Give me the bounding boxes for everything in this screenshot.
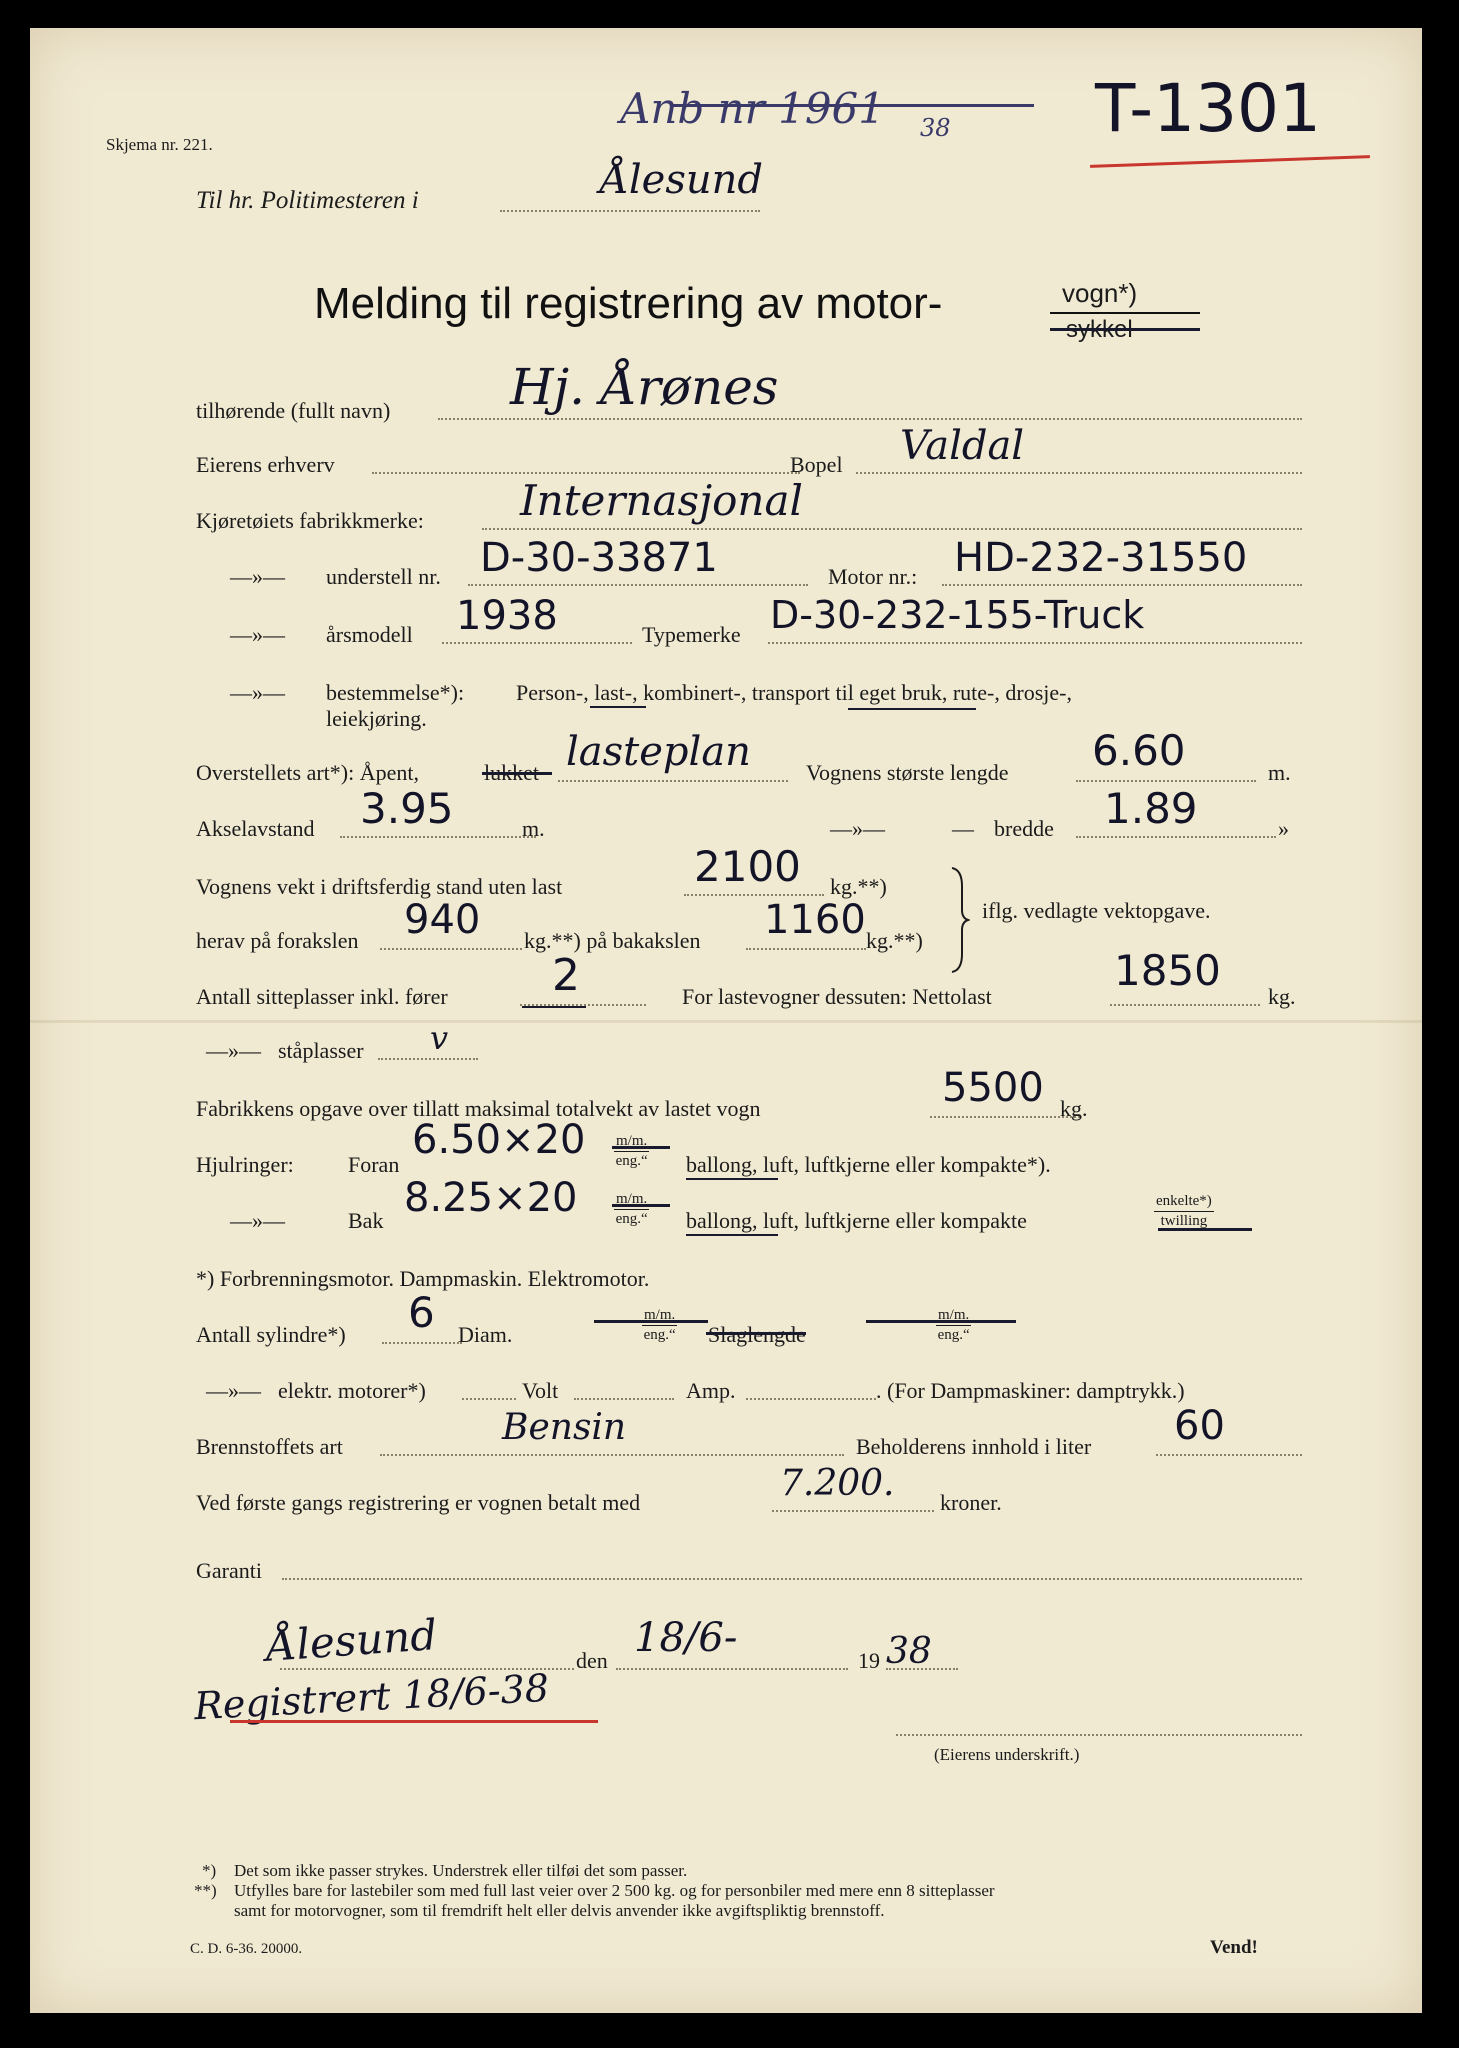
make-value: Internasjonal — [520, 476, 803, 525]
seats-value: 2 — [552, 950, 580, 1001]
tire-unit-strike — [612, 1146, 670, 1149]
vehicle-type: vogn*) — [1062, 278, 1138, 308]
print-code: C. D. 6-36. 20000. — [190, 1941, 303, 1957]
owner-name-line — [438, 418, 1302, 420]
year-value: 1938 — [456, 593, 558, 639]
per-weight-certificate: iflg. vedlagte vektopgave. — [982, 898, 1211, 923]
date-value: 18/6- — [634, 1615, 738, 1661]
width-value: 1.89 — [1104, 784, 1198, 833]
chassis-line — [468, 584, 808, 586]
fuel-value: Bensin — [502, 1407, 627, 1448]
price-line — [772, 1510, 934, 1512]
standing-line — [378, 1058, 478, 1060]
ditto-mark: —»— — [830, 816, 885, 841]
owner-signature-label: (Eierens underskrift.) — [934, 1745, 1080, 1764]
rear-axle-value: 1160 — [764, 897, 866, 943]
stroke-label: Slaglengde — [708, 1322, 806, 1347]
length-line — [1076, 780, 1256, 782]
weight-line — [684, 894, 824, 896]
addressee-label: Til hr. Politimesteren i — [196, 187, 419, 214]
diam-unit-fraction: m/m. eng.“ — [643, 1307, 676, 1343]
registered-note: Registrert 18/6-38 — [193, 1665, 550, 1729]
purpose-options: Person-, last-, kombinert-, transport til eget bruk, rute-, drosje-, — [516, 680, 1072, 705]
rear-tire-mount-fraction: enkelte*) twilling — [1156, 1193, 1212, 1229]
tire-unit-fraction: m/m. eng.“ — [615, 1133, 648, 1169]
ditto-mark: —»— — [206, 1038, 261, 1063]
owner-name-value: Hj. Årønes — [510, 358, 779, 416]
archive-ref-line — [670, 104, 1034, 107]
archive-ref-sub: 38 — [920, 114, 951, 142]
guarantee-label: Garanti — [196, 1558, 262, 1583]
archive-ref: Anb nr 1961 — [620, 84, 885, 133]
body-struck: lukket — [484, 760, 539, 785]
fuel-line — [380, 1454, 844, 1456]
vehicle-type-struck: sykkel — [1066, 316, 1133, 343]
tire-unit-fraction: m/m. eng.“ — [615, 1191, 648, 1227]
chassis-label: understell nr. — [326, 564, 441, 589]
guarantee-line — [282, 1578, 1302, 1580]
wheelbase-value: 3.95 — [360, 784, 454, 833]
tire-unit-strike — [612, 1204, 670, 1207]
width-unit: » — [1278, 816, 1289, 841]
ditto-mark: —»— — [206, 1378, 261, 1403]
struck-line — [1050, 328, 1200, 331]
residence-line — [856, 472, 1302, 474]
length-label: Vognens største lengde — [806, 760, 1009, 785]
type-line — [768, 642, 1302, 644]
length-value: 6.60 — [1092, 726, 1186, 775]
motor-label: Motor nr.: — [828, 564, 918, 589]
price-value: 7.200. — [780, 1463, 895, 1504]
owner-name-label: tilhørende (fullt navn) — [196, 398, 391, 423]
residence-label: Bopel — [790, 452, 843, 477]
year-label: årsmodell — [326, 622, 413, 647]
tires-rear-label: Bak — [348, 1208, 384, 1233]
wheelbase-label: Akselavstand — [196, 816, 315, 841]
diam-strike — [594, 1320, 708, 1323]
tires-front-underline — [686, 1178, 778, 1180]
max-weight-label: Fabrikkens opgave over tillatt maksimal totalvekt av lastet vogn — [196, 1096, 761, 1121]
year-line — [886, 1668, 958, 1670]
type-label: Typemerke — [642, 622, 741, 647]
stroke-strike — [706, 1332, 806, 1335]
wheelbase-line — [340, 836, 536, 838]
tank-line — [1156, 1454, 1302, 1456]
chassis-value: D-30-33871 — [480, 535, 718, 581]
residence-value: Valdal — [900, 423, 1025, 469]
body-strike — [482, 772, 552, 775]
ditto-mark: —»— — [230, 1208, 285, 1233]
addressee-value: Ålesund — [600, 157, 764, 203]
electric-motors-label: elektr. motorer*) — [278, 1378, 426, 1403]
occupation-label: Eierens erhverv — [196, 452, 335, 477]
year-suffix: 38 — [886, 1631, 932, 1672]
cylinders-value: 6 — [408, 1288, 435, 1337]
bracket-icon — [948, 866, 970, 974]
cylinders-line — [382, 1342, 462, 1344]
weight-unit: kg.**) — [830, 874, 887, 899]
payload-label: For lastevogner dessuten: Nettolast — [682, 984, 992, 1009]
form-number: Skjema nr. 221. — [106, 135, 213, 154]
addressee-line — [500, 210, 760, 212]
standing-label: ståplasser — [278, 1038, 364, 1063]
motor-value: HD-232-31550 — [954, 535, 1248, 581]
max-weight-unit: kg. — [1060, 1096, 1088, 1121]
year-line — [442, 642, 632, 644]
amp-label: Amp. — [686, 1378, 736, 1403]
engine-types: *) Forbrenningsmotor. Dampmaskin. Elektromotor. — [196, 1266, 650, 1291]
purpose-label: bestemmelse*): — [326, 680, 465, 705]
fuel-label: Brennstoffets art — [196, 1434, 343, 1459]
date-line — [616, 1668, 848, 1670]
registered-underline — [230, 1720, 598, 1723]
occupation-line — [372, 472, 800, 474]
max-weight-value: 5500 — [942, 1065, 1044, 1111]
steam-note: . (For Dampmaskiner: damptrykk.) — [876, 1378, 1185, 1403]
footnote-2b: samt for motorvogner, som til fremdrift helt eller delvis anvender ikke avgiftspliktig brennstoff. — [234, 1901, 885, 1920]
front-axle-label: herav på forakslen — [196, 928, 359, 953]
tires-front-label: Foran — [348, 1152, 400, 1177]
rear-twin-strike — [1158, 1228, 1252, 1231]
tires-rear-value: 8.25×20 — [404, 1175, 578, 1221]
tires-rear-options: ballong, luft, luftkjerne eller kompakte — [686, 1208, 1027, 1233]
owner-signature-line — [896, 1734, 1302, 1736]
tank-label: Beholderens innhold i liter — [856, 1434, 1092, 1459]
case-code-underline — [1090, 155, 1370, 168]
front-axle-value: 940 — [404, 897, 481, 943]
diam-label: Diam. — [458, 1322, 513, 1347]
price-label: Ved første gangs registrering er vognen betalt med — [196, 1490, 641, 1515]
body-label: Overstellets art*): Åpent, — [196, 760, 419, 785]
payload-unit: kg. — [1268, 984, 1296, 1009]
weight-value: 2100 — [694, 842, 801, 891]
width-dash: — — [952, 816, 974, 841]
tires-rear-underline — [686, 1234, 778, 1236]
payload-line — [1110, 1004, 1260, 1006]
weight-label: Vognens vekt i driftsferdig stand uten last — [196, 874, 563, 899]
payload-value: 1850 — [1114, 946, 1221, 995]
front-axle-line — [380, 948, 522, 950]
purpose-underline-transport — [848, 708, 976, 710]
width-line — [1076, 836, 1276, 838]
tires-label: Hjulringer: — [196, 1152, 294, 1177]
purpose-options-2: leiekjøring. — [326, 706, 427, 731]
length-unit: m. — [1268, 760, 1291, 785]
fold-crease — [30, 1020, 1422, 1023]
volt-label: Volt — [522, 1378, 559, 1403]
stroke-unit-fraction: m/m. eng.“ — [937, 1307, 970, 1343]
seats-underline — [522, 1006, 586, 1008]
year-prefix: 19 — [858, 1648, 880, 1673]
rear-axle-line — [746, 948, 866, 950]
form-sheet — [30, 28, 1422, 2013]
make-label: Kjøretøiets fabrikkmerke: — [196, 508, 424, 533]
form-title: Melding til registrering av motor- — [314, 279, 943, 328]
type-value: D-30-232-155-Truck — [770, 593, 1145, 637]
make-line — [482, 528, 1302, 530]
tank-value: 60 — [1174, 1403, 1225, 1449]
footnote-1: Det som ikke passer strykes. Understrek eller tilføi det som passer. — [234, 1861, 688, 1880]
stroke-unit-strike — [866, 1320, 1016, 1323]
motor-line — [942, 584, 1302, 586]
tires-front-value: 6.50×20 — [412, 1117, 586, 1163]
title-fraction-line — [1050, 312, 1200, 314]
body-line — [558, 780, 788, 782]
amp-line — [746, 1398, 876, 1400]
tires-front-options: ballong, luft, luftkjerne eller kompakte*). — [686, 1152, 1051, 1177]
date-label: den — [576, 1648, 608, 1673]
rear-axle-unit: kg.**) — [866, 928, 923, 953]
body-value: lasteplan — [566, 729, 751, 775]
width-label: bredde — [994, 816, 1054, 841]
price-unit: kroner. — [940, 1490, 1002, 1515]
ditto-mark: —»— — [230, 622, 285, 647]
ditto-mark: —»— — [230, 680, 285, 705]
turn-over: Vend! — [1210, 1937, 1258, 1958]
front-axle-unit: kg.**) på bakakslen — [524, 928, 701, 953]
wheelbase-unit: m. — [522, 816, 545, 841]
seats-label: Antall sitteplasser inkl. fører — [196, 984, 448, 1009]
case-code: T-1301 — [1095, 70, 1322, 147]
standing-value: v — [430, 1019, 449, 1057]
ditto-mark: —»— — [230, 564, 285, 589]
electric-motors-line — [462, 1398, 516, 1400]
purpose-underline-last — [590, 706, 646, 708]
volt-line — [574, 1398, 674, 1400]
cylinders-label: Antall sylindre*) — [196, 1322, 346, 1347]
footnote-2: Utfylles bare for lastebiler som med full last veier over 2 500 kg. og for personbiler med mere enn 8 sitteplasser — [234, 1881, 995, 1900]
place-value: Ålesund — [264, 1610, 439, 1671]
max-weight-line — [930, 1116, 1080, 1118]
footnote-1-mark: *) — [202, 1861, 217, 1880]
footnote-2-mark: **) — [194, 1881, 217, 1900]
